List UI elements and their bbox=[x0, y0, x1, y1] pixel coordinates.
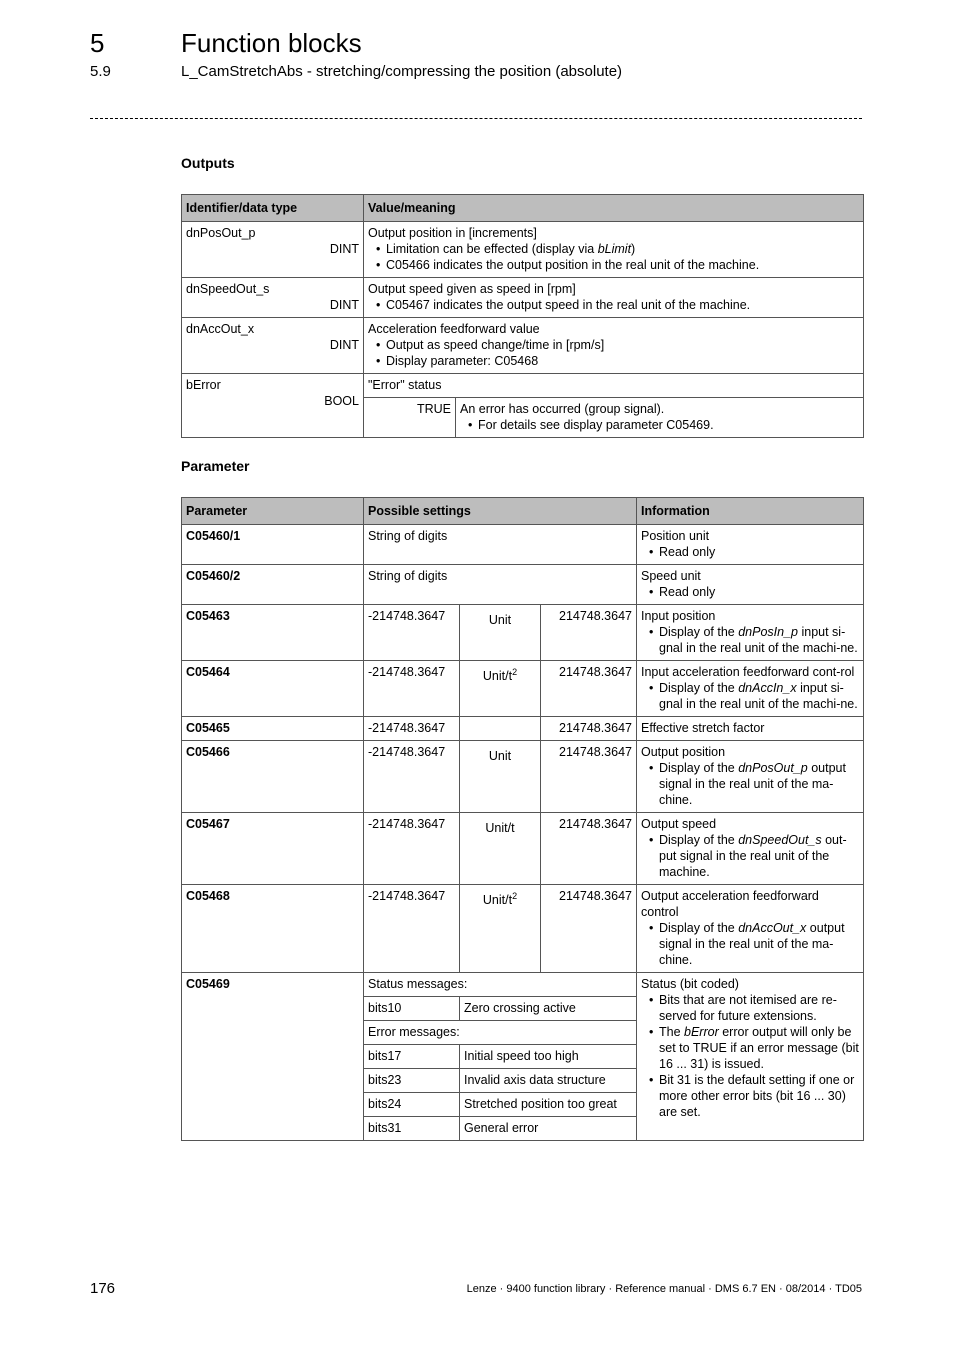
meaning-cell bbox=[364, 222, 864, 278]
table-row bbox=[182, 318, 864, 374]
list-item: • Read only bbox=[659, 544, 859, 560]
info-text: Effective stretch factor bbox=[641, 721, 765, 735]
bit-cell: bits24 bbox=[364, 1093, 460, 1117]
list-item: • Display of the dnAccIn_x input si-gnal in the real unit of the machi-ne. bbox=[659, 680, 859, 712]
list-item: • Bit 31 is the default setting if one or more other error bits (bit 16 ... 30) are set. bbox=[659, 1072, 859, 1120]
bullet-list bbox=[641, 624, 859, 656]
parameter-code: C05463 bbox=[182, 605, 364, 661]
parameter-code: C05464 bbox=[182, 661, 364, 717]
bit-text: Invalid axis data structure bbox=[460, 1069, 637, 1093]
info-text: Position unit bbox=[641, 529, 710, 543]
bit-cell: bits10 bbox=[364, 997, 460, 1021]
setting-cell: String of digits bbox=[364, 525, 637, 565]
bit-text: Stretched position too great bbox=[460, 1093, 637, 1117]
bullet-list bbox=[368, 297, 859, 313]
chapter-number: 5 bbox=[90, 28, 105, 58]
table-row bbox=[182, 222, 864, 278]
column-header: Identifier/data type bbox=[182, 195, 364, 222]
error-label: Error messages: bbox=[364, 1021, 637, 1045]
parameter-code: C05466 bbox=[182, 741, 364, 813]
meaning-cell bbox=[364, 278, 864, 318]
info-cell bbox=[637, 525, 864, 565]
table-row bbox=[182, 741, 864, 813]
parameter-code: C05460/1 bbox=[182, 525, 364, 565]
meaning-cell bbox=[456, 398, 864, 438]
bullet-list bbox=[368, 337, 859, 369]
info-text: Input position bbox=[641, 609, 716, 623]
column-header: Parameter bbox=[182, 498, 364, 525]
parameter-code: C05467 bbox=[182, 813, 364, 885]
min-value: -214748.3647 bbox=[364, 717, 460, 741]
min-value: -214748.3647 bbox=[364, 741, 460, 813]
bullet-list bbox=[641, 920, 859, 968]
max-value: 214748.3647 bbox=[541, 717, 637, 741]
column-header: Value/meaning bbox=[364, 195, 864, 222]
list-item: • Display of the dnPosOut_p output signal in the real unit of the ma-chine. bbox=[659, 760, 859, 808]
unit: Unit/t bbox=[482, 669, 513, 684]
unit-exponent: 2 bbox=[512, 667, 518, 677]
list-item: • For details see display parameter C05469. bbox=[478, 417, 859, 433]
list-item: • Display parameter: C05468 bbox=[386, 353, 859, 369]
unit-cell bbox=[460, 885, 541, 973]
list-item: • Display of the dnAccOut_x output signal in the real unit of the ma-chine. bbox=[659, 920, 859, 968]
info-text: Output speed bbox=[641, 817, 717, 831]
list-item: • Display of the dnSpeedOut_s out-put signal in the real unit of the machine. bbox=[659, 832, 859, 880]
unit: Unit/t bbox=[485, 821, 515, 836]
info-cell bbox=[637, 885, 864, 973]
table-header-row bbox=[182, 498, 864, 525]
table-row bbox=[182, 885, 864, 973]
identifier-cell bbox=[182, 318, 364, 374]
data-type: DINT bbox=[329, 298, 359, 312]
identifier: bError bbox=[186, 378, 221, 392]
info-text: Speed unit bbox=[641, 569, 701, 583]
column-header: Information bbox=[637, 498, 864, 525]
table-row bbox=[182, 605, 864, 661]
publication-info: Lenze · 9400 function library · Reference manual · DMS 6.7 EN · 08/2014 · TD05 bbox=[466, 1283, 862, 1295]
bullet-list bbox=[460, 417, 859, 433]
unit: Unit bbox=[488, 749, 512, 764]
unit-exponent: 2 bbox=[512, 891, 518, 901]
min-value: -214748.3647 bbox=[364, 661, 460, 717]
list-item: • Read only bbox=[659, 584, 859, 600]
table-header-row bbox=[182, 195, 864, 222]
identifier: dnSpeedOut_s bbox=[186, 282, 270, 296]
unit-cell bbox=[460, 717, 541, 741]
chapter-title: Function blocks bbox=[181, 28, 362, 58]
info-text: Status (bit coded) bbox=[641, 977, 739, 991]
min-value: -214748.3647 bbox=[364, 605, 460, 661]
bullet-list bbox=[641, 680, 859, 712]
bit-text: Initial speed too high bbox=[460, 1045, 637, 1069]
bullet-list bbox=[641, 992, 859, 1120]
max-value: 214748.3647 bbox=[541, 661, 637, 717]
meaning: Acceleration feedforward value bbox=[368, 322, 540, 336]
bullet-list bbox=[641, 544, 859, 560]
setting-cell: String of digits bbox=[364, 565, 637, 605]
bit-cell: bits23 bbox=[364, 1069, 460, 1093]
value-cell: TRUE bbox=[364, 398, 456, 438]
meaning: Output position in [increments] bbox=[368, 226, 537, 240]
identifier: dnAccOut_x bbox=[186, 322, 255, 336]
unit-cell bbox=[460, 605, 541, 661]
section-title: L_CamStretchAbs - stretching/compressing the position (absolute) bbox=[181, 63, 623, 80]
meaning: Output speed given as speed in [rpm] bbox=[368, 282, 576, 296]
info-cell bbox=[637, 661, 864, 717]
list-item: • C05467 indicates the output speed in the real unit of the machine. bbox=[386, 297, 859, 313]
min-value: -214748.3647 bbox=[364, 813, 460, 885]
section-number: 5.9 bbox=[90, 63, 111, 80]
bullet-list bbox=[641, 584, 859, 600]
bit-text: General error bbox=[460, 1117, 637, 1141]
bullet-list bbox=[641, 832, 859, 880]
outputs-table bbox=[181, 194, 864, 438]
list-item: • C05466 indicates the output position in the real unit of the machine. bbox=[386, 257, 859, 273]
table-row bbox=[182, 973, 864, 997]
parameter-code: C05465 bbox=[182, 717, 364, 741]
meaning: An error has occurred (group signal). bbox=[460, 402, 665, 416]
bit-text: Zero crossing active bbox=[460, 997, 637, 1021]
unit-cell bbox=[460, 661, 541, 717]
table-row bbox=[182, 278, 864, 318]
info-text: Output position bbox=[641, 745, 726, 759]
list-item: • Output as speed change/time in [rpm/s] bbox=[386, 337, 859, 353]
bit-cell: bits31 bbox=[364, 1117, 460, 1141]
unit: Unit/t bbox=[482, 893, 513, 908]
info-cell bbox=[637, 717, 864, 741]
bit-cell: bits17 bbox=[364, 1045, 460, 1069]
min-value: -214748.3647 bbox=[364, 885, 460, 973]
table-row bbox=[182, 374, 864, 398]
outputs-heading: Outputs bbox=[181, 155, 235, 171]
info-cell bbox=[637, 741, 864, 813]
info-text: Output acceleration feedforward control bbox=[641, 889, 819, 919]
identifier-cell bbox=[182, 222, 364, 278]
list-item: • Display of the dnPosIn_p input si-gnal in the real unit of the machi-ne. bbox=[659, 624, 859, 656]
data-type: BOOL bbox=[324, 394, 359, 408]
table-row bbox=[182, 661, 864, 717]
meaning-cell bbox=[364, 318, 864, 374]
identifier-cell bbox=[182, 374, 364, 438]
list-item: • The bError error output will only be set to TRUE if an error message (bit 16 ... 31) is issued. bbox=[659, 1024, 859, 1072]
max-value: 214748.3647 bbox=[541, 885, 637, 973]
bullet-list bbox=[368, 241, 859, 273]
data-type: DINT bbox=[329, 242, 359, 256]
parameter-code: C05460/2 bbox=[182, 565, 364, 605]
info-cell bbox=[637, 605, 864, 661]
table-row bbox=[182, 813, 864, 885]
bullet-list bbox=[641, 760, 859, 808]
table-row bbox=[182, 565, 864, 605]
list-item: • Limitation can be effected (display via bLimit) bbox=[386, 241, 859, 257]
identifier-cell bbox=[182, 278, 364, 318]
data-type: DINT bbox=[329, 338, 359, 352]
column-header: Possible settings bbox=[364, 498, 637, 525]
max-value: 214748.3647 bbox=[541, 813, 637, 885]
header-divider bbox=[90, 118, 862, 119]
table-row bbox=[182, 525, 864, 565]
info-text: Input acceleration feedforward cont-rol bbox=[641, 665, 855, 679]
info-cell bbox=[637, 565, 864, 605]
identifier: dnPosOut_p bbox=[186, 226, 256, 240]
unit-cell bbox=[460, 741, 541, 813]
parameter-heading: Parameter bbox=[181, 458, 250, 474]
parameter-code: C05468 bbox=[182, 885, 364, 973]
unit-cell bbox=[460, 813, 541, 885]
meaning-cell: "Error" status bbox=[364, 374, 864, 398]
table-row bbox=[182, 717, 864, 741]
info-cell bbox=[637, 973, 864, 1141]
parameter-table bbox=[181, 497, 864, 1141]
page-number: 176 bbox=[90, 1280, 116, 1297]
parameter-code: C05469 bbox=[182, 973, 364, 1141]
max-value: 214748.3647 bbox=[541, 741, 637, 813]
list-item: • Bits that are not itemised are re-served for future extensions. bbox=[659, 992, 859, 1024]
status-label: Status messages: bbox=[364, 973, 637, 997]
unit: Unit bbox=[488, 613, 512, 628]
info-cell bbox=[637, 813, 864, 885]
max-value: 214748.3647 bbox=[541, 605, 637, 661]
